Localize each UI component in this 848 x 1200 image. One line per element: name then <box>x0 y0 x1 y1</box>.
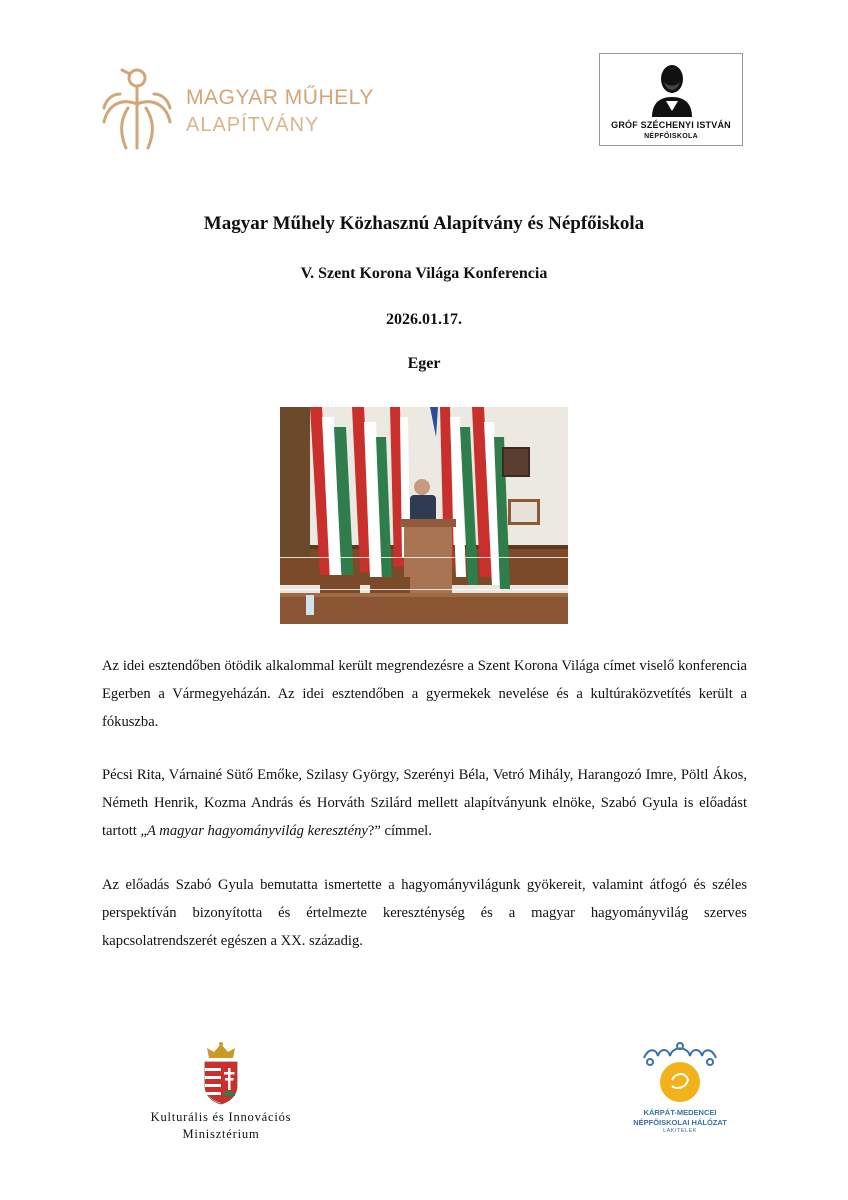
portrait-icon <box>646 59 698 117</box>
paragraph-2-text: Pécsi Rita, Várnainé Sütő Emőke, Szilasy György, Szerényi Béla, Vetró Mihály, Harangozó Imre, Pöltl Ákos, Németh Henrik, Kozma András és Horváth Szilárd mellett alapítványunk elnöke, Szabó Gyula is előadást tartott „ <box>102 767 747 839</box>
conference-title: V. Szent Korona Világa Konferencia <box>300 265 548 282</box>
paragraph-3: Az előadás Szabó Gyula bemutatta ismertette a hagyományvilágunk gyökereit, valamint átfogó és széles perspektíván bizonyította és értelmezte kereszténység és a magyar hagyományvilág szerves kapcsolatrendszerét egészen a XX. századig. <box>102 877 747 949</box>
logo-text-line2: NÉPFŐISKOLA <box>644 133 698 140</box>
ministry-name-line1: Kulturális és Innovációs <box>150 1110 292 1124</box>
ministry-logo <box>126 1040 316 1145</box>
conference-date: 2026.01.17. <box>386 311 462 328</box>
logo-text-line2: ALAPÍTVÁNY <box>186 114 320 136</box>
network-emblem-icon <box>638 1040 722 1104</box>
eagle-logo-icon <box>100 64 174 152</box>
ministry-name-line2: Minisztérium <box>182 1127 260 1141</box>
szechenyi-nepfoiskola-logo <box>599 53 743 146</box>
karpat-medencei-network-logo <box>600 1040 760 1140</box>
conference-photo <box>280 407 568 624</box>
paragraph-2 <box>102 761 747 845</box>
magyar-muhely-logo <box>100 64 390 154</box>
paragraph-2-end: ?” címmel. <box>367 823 432 839</box>
paragraph-1: Az idei esztendőben ötödik alkalommal került megrendezésre a Szent Korona Világa címet viselő konferencia Egerben a Vármegyeházán. Az idei esztendőben a gyermekek nevelése és a kultúraközvetítés került a fókuszba. <box>102 658 747 730</box>
document-title: Magyar Műhely Közhasznú Alapítvány és Népfőiskola <box>203 213 645 234</box>
logo-text-line1: MAGYAR MŰHELY <box>186 86 374 109</box>
network-name-line1: KÁRPÁT-MEDENCEI <box>643 1108 717 1117</box>
network-name-line2: NÉPFŐISKOLAI HÁLÓZAT <box>633 1118 727 1127</box>
conference-city: Eger <box>407 355 441 372</box>
hungarian-coat-of-arms-icon <box>201 1040 241 1106</box>
speaker-at-podium-image <box>280 407 568 624</box>
network-location: LAKITELEK <box>663 1128 697 1134</box>
lecture-title: A magyar hagyományvilág keresztény <box>146 823 368 839</box>
logo-text-line1: GRÓF SZÉCHENYI ISTVÁN <box>611 120 731 130</box>
